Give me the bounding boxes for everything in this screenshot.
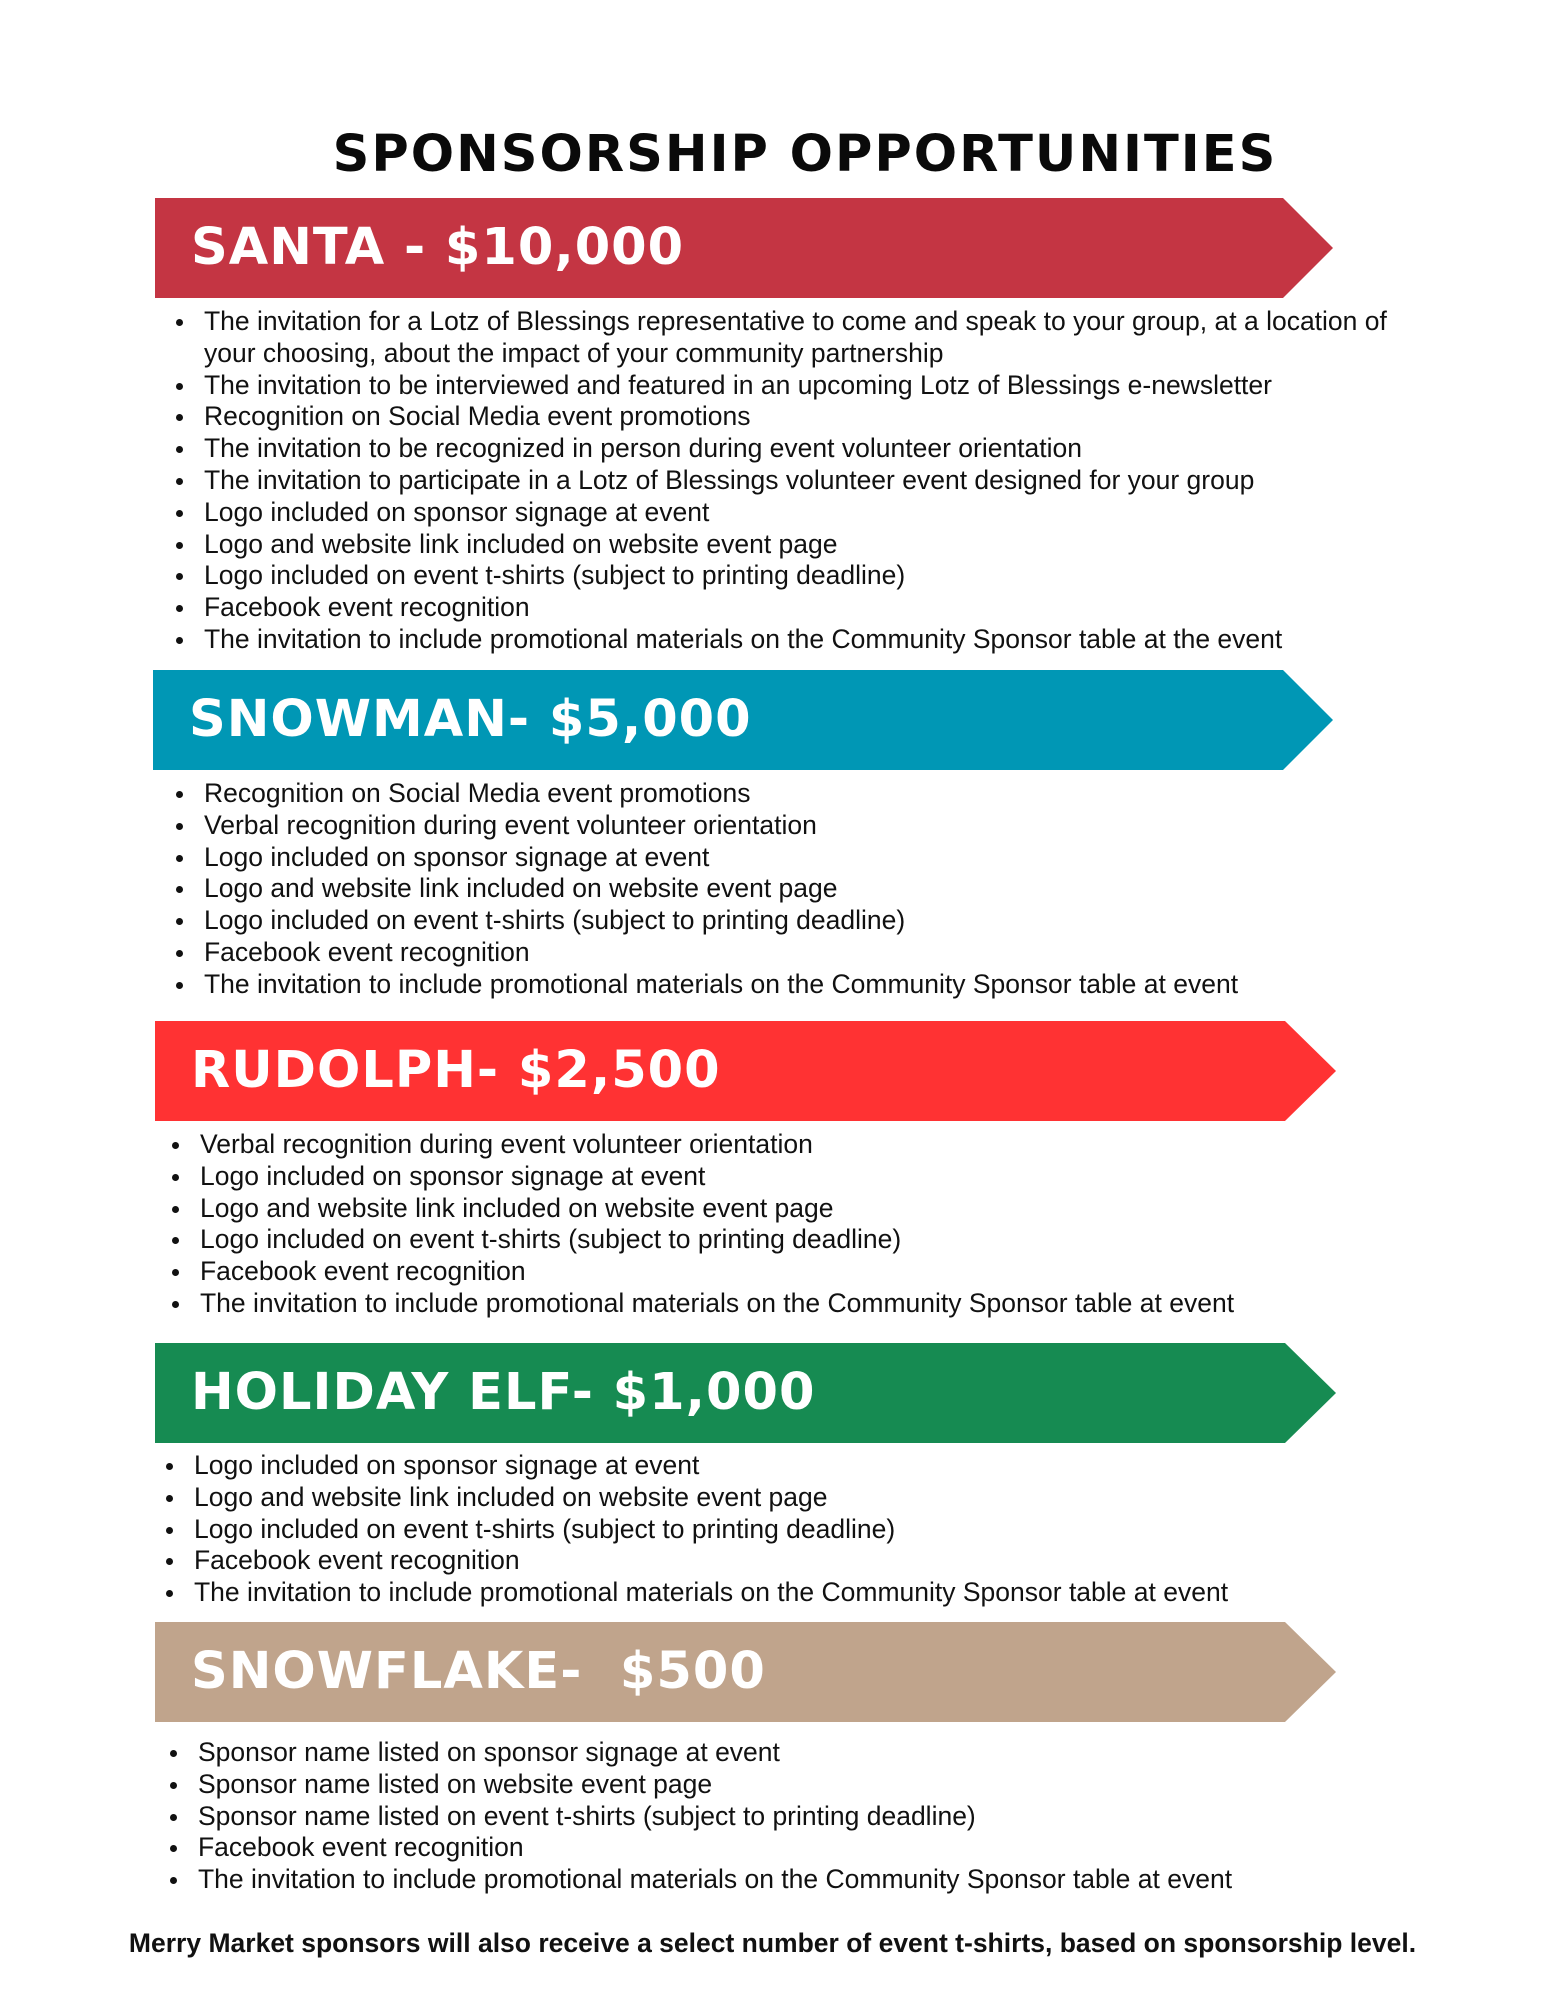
list-item: Facebook event recognition: [158, 592, 1444, 624]
list-item: Verbal recognition during event volunteer orientation: [158, 810, 1444, 842]
list-item: The invitation to include promotional materials on the Community Sponsor table at event: [158, 969, 1444, 1001]
list-item: Logo included on sponsor signage at event: [154, 1161, 1440, 1193]
tier-banner-snowman: [153, 670, 1335, 770]
tier-title-snowflake: SNOWFLAKE- $500: [191, 1642, 766, 1701]
list-item: Recognition on Social Media event promotions: [158, 778, 1444, 810]
list-item: Logo included on event t-shirts (subject to printing deadline): [154, 1224, 1440, 1256]
list-item: The invitation to include promotional materials on the Community Sponsor table at event: [148, 1577, 1434, 1609]
tier-banner-snowflake: [155, 1622, 1338, 1722]
list-item: Facebook event recognition: [154, 1256, 1440, 1288]
tier-banner-holiday-elf: [155, 1343, 1338, 1443]
list-item: Logo included on event t-shirts (subject to printing deadline): [148, 1514, 1434, 1546]
page-title: SPONSORSHIP OPPORTUNITIES: [332, 125, 1278, 184]
list-item: Sponsor name listed on sponsor signage at event: [152, 1737, 1438, 1769]
list-item: Logo and website link included on website event page: [154, 1193, 1440, 1225]
list-item: Logo included on sponsor signage at event: [158, 842, 1444, 874]
list-item: The invitation to participate in a Lotz of Blessings volunteer event designed for your group: [158, 465, 1444, 497]
list-item: Logo included on sponsor signage at event: [148, 1450, 1434, 1482]
list-item: Logo and website link included on website event page: [158, 529, 1444, 561]
benefit-list-snowman: [158, 778, 1444, 1001]
footer-note: Merry Market sponsors will also receive a select number of event t-shirts, based on sponsorship level.: [128, 1928, 1417, 1958]
list-item: The invitation for a Lotz of Blessings representative to come and speak to your group, at a location of your choosing, about the impact of your community partnership: [158, 306, 1444, 370]
list-item: Facebook event recognition: [148, 1545, 1434, 1577]
tier-title-santa: SANTA - $10,000: [191, 218, 685, 277]
list-item: Facebook event recognition: [158, 937, 1444, 969]
tier-banner-santa: [155, 198, 1335, 298]
list-item: Facebook event recognition: [152, 1832, 1438, 1864]
benefit-list-rudolph: [154, 1129, 1440, 1320]
list-item: The invitation to include promotional materials on the Community Sponsor table at the event: [158, 624, 1444, 656]
tier-title-rudolph: RUDOLPH- $2,500: [191, 1041, 721, 1100]
list-item: Logo included on event t-shirts (subject to printing deadline): [158, 560, 1444, 592]
list-item: Logo included on event t-shirts (subject to printing deadline): [158, 905, 1444, 937]
list-item: The invitation to be recognized in person during event volunteer orientation: [158, 433, 1444, 465]
list-item: Sponsor name listed on website event page: [152, 1769, 1438, 1801]
benefit-list-santa: [158, 306, 1444, 656]
list-item: The invitation to include promotional materials on the Community Sponsor table at event: [154, 1288, 1440, 1320]
list-item: Logo and website link included on website event page: [148, 1482, 1434, 1514]
benefit-list-snowflake: [152, 1737, 1438, 1896]
tier-title-holiday-elf: HOLIDAY ELF- $1,000: [191, 1363, 816, 1422]
benefit-list-holiday-elf: [148, 1450, 1434, 1609]
list-item: Sponsor name listed on event t-shirts (subject to printing deadline): [152, 1801, 1438, 1833]
list-item: The invitation to be interviewed and featured in an upcoming Lotz of Blessings e-newsletter: [158, 370, 1444, 402]
tier-banner-rudolph: [155, 1021, 1338, 1121]
list-item: Verbal recognition during event volunteer orientation: [154, 1129, 1440, 1161]
tier-title-snowman: SNOWMAN- $5,000: [189, 690, 752, 749]
list-item: Recognition on Social Media event promotions: [158, 401, 1444, 433]
list-item: Logo included on sponsor signage at event: [158, 497, 1444, 529]
list-item: Logo and website link included on website event page: [158, 873, 1444, 905]
list-item: The invitation to include promotional materials on the Community Sponsor table at event: [152, 1864, 1438, 1896]
